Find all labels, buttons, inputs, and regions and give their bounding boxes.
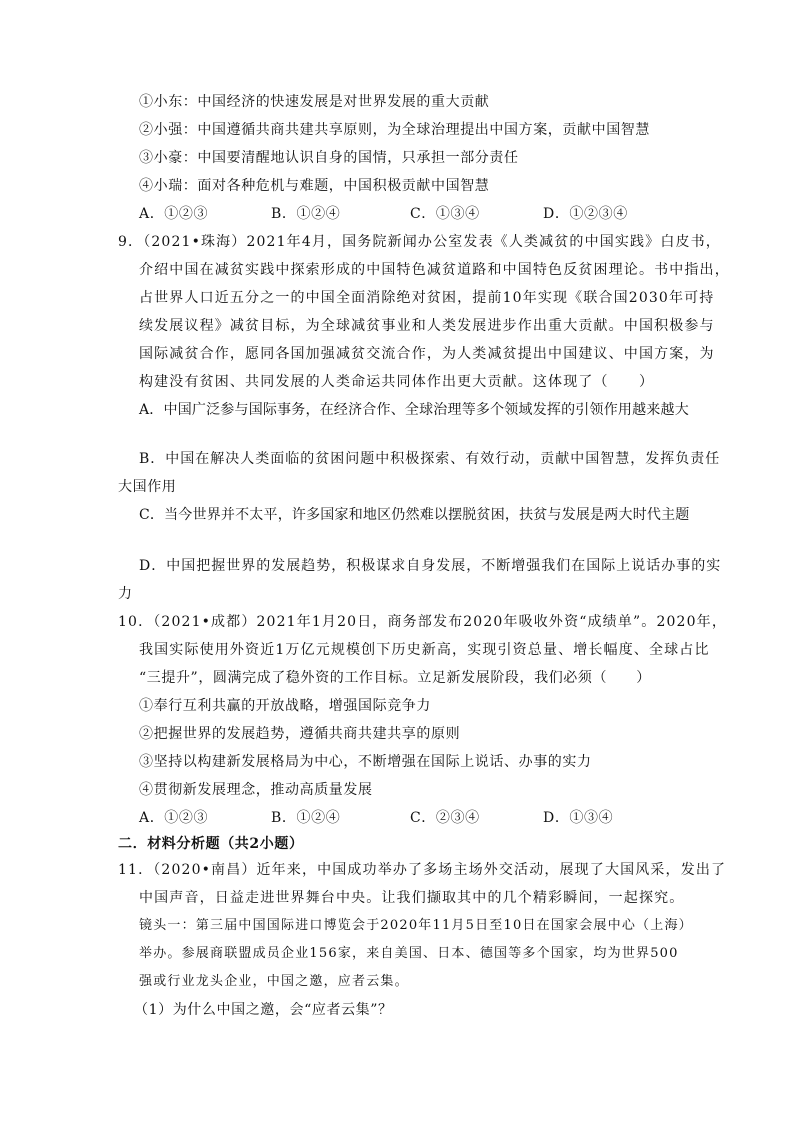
- q11-stem-line-1: 11．（2020•南昌）近年来，中国成功举办了多场主场外交活动，展现了大国风采，发出了: [118, 862, 727, 878]
- q9-stem-line-1: 9．（2021•珠海）2021年4月，国务院新闻办公室发表《人类减贫的中国实践》白皮书，: [118, 234, 721, 250]
- q9-option-d-line-1: D．中国把握世界的发展趋势，积极谋求自身发展，不断增强我们在国际上说话办事的实: [139, 558, 722, 574]
- q10-item-4: ④贯彻新发展理念，推动高质量发展: [139, 782, 373, 798]
- q9-option-c: C．当今世界并不太平，许多国家和地区仍然难以摆脱贫困，扶贫与发展是两大时代主题: [139, 507, 690, 523]
- q10-item-1: ①奉行互利共赢的开放战略，增强国际竞争力: [139, 698, 431, 714]
- q10-stem-line-3: “三提升”，圆满完成了稳外资的工作目标。立足新发展阶段，我们必须（ ）: [139, 670, 651, 686]
- q9-option-b-line-2: 大国作用: [118, 479, 177, 495]
- q10-option-b: B．①②④: [271, 810, 341, 826]
- q11-material-line-1: 镜头一：第三届中国国际进口博览会于2020年11月5日至10日在国家会展中心（上海）: [139, 918, 693, 933]
- q10-option-c: C．②③④: [410, 810, 480, 826]
- q9-stem-line-2: 介绍中国在减贫实践中探索形成的中国特色减贫道路和中国特色反贫困理论。书中指出，: [139, 262, 730, 278]
- q9-stem-line-5: 国际减贫合作，愿同各国加强减贫交流合作，为人类减贫提出中国建议、中国方案，为: [139, 346, 715, 362]
- q8-item-3: ③小豪：中国要清醒地认识自身的国情，只承担一部分责任: [139, 150, 519, 166]
- q11-material-line-3: 强或行业龙头企业，中国之邀，应者云集。: [139, 974, 409, 989]
- q8-option-a: A．①②③: [139, 206, 209, 222]
- q11-stem-line-2: 中国声音，日益走进世界舞台中央。让我们撷取其中的几个精彩瞬间，一起探究。: [139, 890, 685, 906]
- q9-stem-line-4: 续发展议程》减贫目标，为全球减贫事业和人类发展进步作出重大贡献。中国积极参与: [139, 318, 715, 334]
- section-heading: 二．材料分析题（共2小题）: [118, 836, 304, 852]
- q9-option-a: A．中国广泛参与国际事务，在经济合作、全球治理等多个领域发挥的引领作用越来越大: [139, 402, 689, 418]
- q8-item-1: ①小东：中国经济的快速发展是对世界发展的重大贡献: [139, 94, 490, 110]
- q10-stem-line-2: 我国实际使用外资近1万亿元规模创下历史新高，实现引资总量、增长幅度、全球占比: [139, 642, 710, 658]
- q9-option-d-line-2: 力: [118, 586, 133, 602]
- q10-item-2: ②把握世界的发展趋势，遵循共商共建共享的原则: [139, 726, 461, 742]
- q11-subquestion-1: （1）为什么中国之邀，会“应者云集”？: [134, 1002, 393, 1018]
- q8-item-4: ④小瑞：面对各种危机与难题，中国积极贡献中国智慧: [139, 178, 490, 194]
- q10-stem-line-1: 10．（2021•成都）2021年1月20日，商务部发布2020年吸收外资“成绩单”。2020年，: [118, 614, 727, 630]
- q9-option-b-line-1: B．中国在解决人类面临的贫困问题中积极探索、有效行动，贡献中国智慧，发挥负责任: [139, 451, 721, 467]
- q9-stem-line-3: 占世界人口近五分之一的中国全面消除绝对贫困，提前10年实现《联合国2030年可持: [139, 290, 715, 306]
- q10-option-d: D．①③④: [543, 810, 614, 826]
- q10-option-a: A．①②③: [139, 810, 209, 826]
- q10-item-3: ③坚持以构建新发展格局为中心，不断增强在国际上说话、办事的实力: [139, 754, 592, 770]
- q11-material-line-2: 举办。参展商联盟成员企业156家，来自美国、日本、德国等多个国家，均为世界500: [139, 946, 679, 961]
- q8-option-b: B．①②④: [271, 206, 341, 222]
- q8-item-2: ②小强：中国遵循共商共建共享原则，为全球治理提出中国方案，贡献中国智慧: [139, 122, 650, 138]
- q9-stem-line-6: 构建没有贫困、共同发展的人类命运共同体作出更大贡献。这体现了（ ）: [139, 374, 655, 390]
- q8-option-c: C．①③④: [410, 206, 480, 222]
- q8-option-d: D．①②③④: [543, 206, 628, 222]
